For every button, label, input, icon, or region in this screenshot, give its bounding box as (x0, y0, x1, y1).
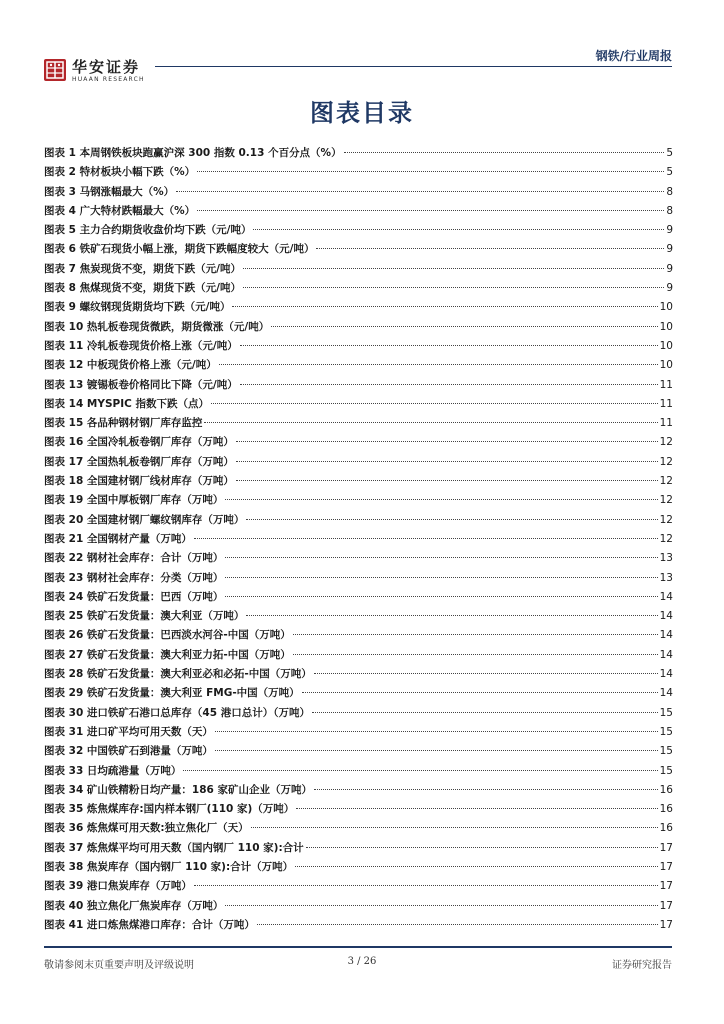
toc-entry-label: 图表 35 炼焦煤库存:国内样本钢厂(110 家)（万吨） (44, 803, 295, 816)
toc-entry-page: 12 (659, 475, 673, 488)
toc-entry-page: 10 (659, 359, 673, 372)
toc-dot-leader (302, 691, 658, 693)
toc-entry-page: 17 (659, 841, 673, 854)
toc-entry-label: 图表 21 全国钢材产量（万吨） (44, 532, 192, 545)
toc-entry-label: 图表 11 冷轧板卷现货价格上涨（元/吨） (44, 339, 238, 352)
toc-entry-label: 图表 6 铁矿石现货小幅上涨，期货下跌幅度较大（元/吨） (44, 243, 315, 256)
toc-entry-page: 8 (666, 185, 673, 198)
toc-entry-label: 图表 15 各品种钢材钢厂库存监控 (44, 417, 203, 430)
toc-entry[interactable] (44, 704, 673, 723)
toc-dot-leader (194, 884, 658, 886)
toc-entry[interactable] (44, 260, 673, 279)
toc-dot-leader (243, 267, 664, 269)
toc-entry-label: 图表 17 全国热轧板卷钢厂库存（万吨） (44, 455, 234, 468)
toc-entry-label: 图表 31 进口矿平均可用天数（天） (44, 725, 213, 738)
toc-entry[interactable] (44, 491, 673, 510)
toc-entry-page: 17 (659, 918, 673, 931)
toc-entry-page: 15 (659, 764, 673, 777)
toc-dot-leader (219, 363, 658, 365)
toc-entry[interactable] (44, 569, 673, 588)
toc-entry-label: 图表 16 全国冷轧板卷钢厂库存（万吨） (44, 436, 234, 449)
toc-entry-page: 14 (659, 648, 673, 661)
toc-entry-page: 14 (659, 629, 673, 642)
toc-entry-label: 图表 5 主力合约期货收盘价均下跌（元/吨） (44, 224, 252, 237)
toc-dot-leader (204, 421, 657, 423)
toc-dot-leader (176, 190, 664, 192)
toc-dot-leader (236, 479, 658, 481)
toc-entry-label: 图表 32 中国铁矿石到港量（万吨） (44, 745, 213, 758)
toc-dot-leader (215, 730, 658, 732)
toc-dot-leader (225, 498, 657, 500)
page-header (0, 0, 724, 90)
toc-dot-leader (246, 518, 657, 520)
toc-entry-page: 16 (659, 783, 673, 796)
huaan-logo-icon (44, 59, 66, 81)
toc-entry-page: 11 (659, 378, 673, 391)
toc-entry[interactable] (44, 472, 673, 491)
footer-report-label: 证券研究报告 (612, 960, 672, 971)
toc-entry-page: 13 (659, 552, 673, 565)
toc-entry-page: 13 (659, 571, 673, 584)
toc-dot-leader (183, 769, 657, 771)
toc-entry[interactable] (44, 144, 673, 163)
toc-entry[interactable] (44, 433, 673, 452)
toc-dot-leader (225, 595, 657, 597)
toc-entry[interactable] (44, 395, 673, 414)
toc-entry-label: 图表 19 全国中厚板钢厂库存（万吨） (44, 494, 224, 507)
toc-entry-page: 9 (666, 262, 673, 275)
toc-entry[interactable] (44, 221, 673, 240)
toc-entry-label: 图表 29 铁矿石发货量：澳大利亚 FMG-中国（万吨） (44, 687, 300, 700)
toc-dot-leader (194, 537, 658, 539)
toc-entry-label: 图表 14 MYSPIC 指数下跌（点） (44, 397, 210, 410)
toc-dot-leader (344, 151, 665, 153)
toc-dot-leader (271, 325, 657, 327)
toc-entry-label: 图表 8 焦煤现货不变，期货下跌（元/吨） (44, 282, 241, 295)
toc-entry-label: 图表 28 铁矿石发货量：澳大利亚必和必拓-中国（万吨） (44, 668, 312, 681)
toc-entry-page: 14 (659, 668, 673, 681)
toc-entry[interactable] (44, 607, 673, 626)
toc-dot-leader (236, 460, 658, 462)
footer-page-number: 3 / 26 (347, 956, 377, 967)
toc-entry[interactable] (44, 337, 673, 356)
toc-entry-page: 10 (659, 320, 673, 333)
toc-entry[interactable] (44, 858, 673, 877)
toc-entry-page: 10 (659, 301, 673, 314)
toc-dot-leader (232, 305, 657, 307)
toc-entry-label: 图表 34 矿山铁精粉日均产量：186 家矿山企业（万吨） (44, 783, 312, 796)
report-type-label: 钢铁/行业周报 (595, 49, 672, 63)
toc-entry-label: 图表 36 炼焦煤可用天数:独立焦化厂（天） (44, 822, 249, 835)
toc-entry-label: 图表 4 广大特材跌幅最大（%） (44, 204, 196, 217)
toc-dot-leader (312, 711, 658, 713)
toc-entry-page: 15 (659, 725, 673, 738)
toc-entry-page: 9 (666, 282, 673, 295)
toc-dot-leader (211, 402, 658, 404)
toc-entry-label: 图表 40 独立焦化厂焦炭库存（万吨） (44, 899, 224, 912)
toc-entry-page: 17 (659, 899, 673, 912)
toc-entry[interactable] (44, 819, 673, 838)
toc-dot-leader (240, 344, 658, 346)
toc-entry[interactable] (44, 646, 673, 665)
toc-entry-page: 12 (659, 513, 673, 526)
toc-entry-label: 图表 37 炼焦煤平均可用天数（国内钢厂 110 家):合计 (44, 841, 304, 854)
toc-entry-page: 17 (659, 880, 673, 893)
toc-entry-label: 图表 30 进口铁矿石港口总库存（45 港口总计）（万吨） (44, 706, 310, 719)
toc-entry[interactable] (44, 723, 673, 742)
toc-dot-leader (295, 865, 657, 867)
toc-entry-label: 图表 39 港口焦炭库存（万吨） (44, 880, 192, 893)
toc-entry-page: 5 (666, 166, 673, 179)
toc-entry[interactable] (44, 202, 673, 221)
toc-entry-label: 图表 9 螺纹钢现货期货均下跌（元/吨） (44, 301, 231, 314)
toc-dot-leader (225, 576, 657, 578)
toc-entry[interactable] (44, 240, 673, 259)
toc-dot-leader (197, 209, 664, 211)
toc-entry-label: 图表 10 热轧板卷现货微跌，期货微涨（元/吨） (44, 320, 270, 333)
toc-entry-label: 图表 23 钢材社会库存：分类（万吨） (44, 571, 224, 584)
toc-dot-leader (246, 614, 657, 616)
toc-entry-label: 图表 38 焦炭库存（国内钢厂 110 家):合计（万吨） (44, 860, 294, 873)
toc-dot-leader (225, 904, 657, 906)
toc-entry-page: 12 (659, 436, 673, 449)
toc-entry[interactable] (44, 588, 673, 607)
toc-entry[interactable] (44, 897, 673, 916)
toc-entry[interactable] (44, 742, 673, 761)
toc-dot-leader (243, 286, 664, 288)
toc-entry-page: 9 (666, 224, 673, 237)
toc-entry[interactable] (44, 684, 673, 703)
toc-entry-page: 15 (659, 745, 673, 758)
toc-dot-leader (316, 247, 664, 249)
toc-entry-label: 图表 27 铁矿石发货量：澳大利亚力拓-中国（万吨） (44, 648, 291, 661)
toc-entry[interactable] (44, 530, 673, 549)
toc-entry-label: 图表 13 镀锡板卷价格同比下降（元/吨） (44, 378, 238, 391)
toc-entry-page: 5 (666, 147, 673, 159)
toc-dot-leader (293, 653, 658, 655)
toc-dot-leader (215, 749, 658, 751)
toc-dot-leader (314, 788, 658, 790)
toc-entry-page: 10 (659, 339, 673, 352)
toc-entry-page: 12 (659, 494, 673, 507)
toc-entry-page: 17 (659, 860, 673, 873)
toc-entry[interactable] (44, 549, 673, 568)
toc-entry-page: 9 (666, 243, 673, 256)
toc-entry-label: 图表 3 马钢涨幅最大（%） (44, 185, 175, 198)
toc-entry-label: 图表 25 铁矿石发货量：澳大利亚（万吨） (44, 610, 245, 623)
toc-entry-label: 图表 18 全国建材钢厂线材库存（万吨） (44, 475, 234, 488)
figure-list (44, 144, 673, 935)
toc-entry-label: 图表 41 进口炼焦煤港口库存：合计（万吨） (44, 918, 255, 931)
toc-entry-page: 16 (659, 803, 673, 816)
toc-entry[interactable] (44, 511, 673, 530)
toc-entry[interactable] (44, 781, 673, 800)
toc-entry-page: 14 (659, 590, 673, 603)
toc-dot-leader (236, 440, 658, 442)
toc-entry-label: 图表 24 铁矿石发货量：巴西（万吨） (44, 590, 224, 603)
toc-entry-page: 14 (659, 610, 673, 623)
toc-dot-leader (296, 807, 657, 809)
toc-entry[interactable] (44, 414, 673, 433)
toc-entry[interactable] (44, 762, 673, 781)
toc-entry[interactable] (44, 916, 673, 935)
toc-entry-label: 图表 7 焦炭现货不变，期货下跌（元/吨） (44, 262, 241, 275)
toc-entry-label: 图表 1 本周钢铁板块跑赢沪深 300 指数 0.13 个百分点（%） (44, 147, 342, 159)
toc-dot-leader (253, 228, 664, 230)
page-title: 图表目录 (310, 99, 414, 127)
toc-dot-leader (293, 633, 658, 635)
toc-entry[interactable] (44, 453, 673, 472)
toc-entry-page: 11 (659, 397, 673, 410)
header-divider (155, 66, 672, 67)
logo-chinese-name: 华安证券 (72, 58, 141, 76)
toc-entry-label: 图表 26 铁矿石发货量：巴西淡水河谷-中国（万吨） (44, 629, 291, 642)
logo-english-name: HUAAN RESEARCH (72, 76, 145, 83)
toc-entry[interactable] (44, 183, 673, 202)
toc-dot-leader (225, 556, 657, 558)
toc-entry-page: 15 (659, 706, 673, 719)
toc-entry[interactable] (44, 279, 673, 298)
toc-entry-page: 8 (666, 204, 673, 217)
toc-entry[interactable] (44, 665, 673, 684)
toc-entry-label: 图表 22 钢材社会库存：合计（万吨） (44, 552, 224, 565)
toc-dot-leader (257, 923, 658, 925)
toc-entry-page: 14 (659, 687, 673, 700)
toc-entry[interactable] (44, 318, 673, 337)
toc-entry-page: 16 (659, 822, 673, 835)
toc-entry[interactable] (44, 356, 673, 375)
toc-entry-label: 图表 12 中板现货价格上涨（元/吨） (44, 359, 217, 372)
toc-dot-leader (240, 383, 658, 385)
toc-entry-page: 12 (659, 532, 673, 545)
toc-entry-page: 12 (659, 455, 673, 468)
toc-entry-label: 图表 20 全国建材钢厂螺纹钢库存（万吨） (44, 513, 245, 526)
toc-entry[interactable] (44, 163, 673, 182)
toc-entry[interactable] (44, 877, 673, 896)
toc-dot-leader (197, 170, 664, 172)
footer-divider (44, 946, 672, 948)
footer-disclaimer: 敬请参阅末页重要声明及评级说明 (44, 960, 194, 971)
toc-dot-leader (251, 826, 658, 828)
toc-dot-leader (314, 672, 658, 674)
toc-entry[interactable] (44, 839, 673, 858)
toc-entry[interactable] (44, 298, 673, 317)
toc-entry-label: 图表 33 日均疏港量（万吨） (44, 764, 182, 777)
toc-dot-leader (306, 846, 658, 848)
toc-entry[interactable] (44, 626, 673, 645)
toc-entry[interactable] (44, 800, 673, 819)
toc-entry-label: 图表 2 特材板块小幅下跌（%） (44, 166, 196, 179)
toc-entry-page: 11 (659, 417, 673, 430)
toc-entry[interactable] (44, 376, 673, 395)
